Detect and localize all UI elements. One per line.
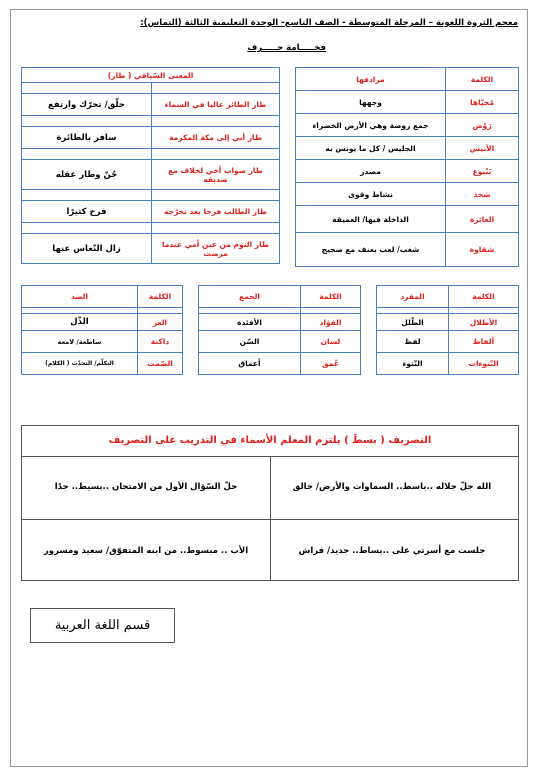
conjugation-cell: جلست مع أسرتي على ..بساط.. جديد/ فراش <box>298 546 486 556</box>
context-meaning: جُنّ وطار عقله <box>22 160 152 190</box>
context-sentence: طار أبي إلى مكة المكرمة <box>152 127 280 149</box>
word-cell: الصّمت <box>138 353 183 375</box>
divider <box>270 456 271 580</box>
synonym-cell: نشاط وقوى <box>296 183 446 206</box>
department-label: قسم اللغة العربية <box>30 608 175 643</box>
antonym-table <box>21 285 183 375</box>
plural-cell: أعماق <box>199 353 301 375</box>
plural-cell: الأفئدة <box>199 314 301 331</box>
word-cell: النّتوءات <box>449 353 519 375</box>
singular-cell: لفظ <box>377 331 449 353</box>
col-header-word: الكلمة <box>446 68 519 91</box>
synonym-cell: شغب/ لعب بعنف مع ضجيج <box>296 233 446 267</box>
divider <box>22 519 518 520</box>
context-sentence: طار الطالب فرحا بعد تخرّجه <box>152 201 280 223</box>
context-sentence: طار النوم من عين أمي عندما مرضت <box>152 234 280 264</box>
col-header-antonym: الضد <box>22 286 138 308</box>
col-header-word: الكلمة <box>301 286 361 308</box>
antonym-cell: التكلّم/ التحدّث ( الكلام) <box>22 353 138 375</box>
worksheet-header: معجم الثروة اللغوية – المرحلة المتوسطة - الصف التاسع- الوحدة التعليمية الثالثة (التماس): <box>140 18 518 28</box>
antonym-cell: الذّل <box>22 314 138 331</box>
context-sentence: طار صواب أخي لخلاف مع صديقه <box>152 160 280 190</box>
lesson-title: فخـــــامة حـــــرف <box>247 43 326 53</box>
word-cell: الأطلال <box>449 314 519 331</box>
conjugation-cell: الأب .. مبسوط.. من ابنه المتفوّق/ سعيد ومسرور <box>43 546 249 556</box>
context-meaning: سافر بالطائرة <box>22 127 152 149</box>
conjugation-cell: حلّ السّؤال الأول من الامتحان ..بسيط.. جدًا <box>54 482 238 492</box>
word-cell: مُحيّاها <box>446 91 519 114</box>
word-cell: العز <box>138 314 183 331</box>
col-header-word: الكلمة <box>138 286 183 308</box>
synonym-cell: الجليس / كل ما يونس به <box>296 137 446 160</box>
context-meaning: فرح كثيرًا <box>22 201 152 223</box>
singular-table <box>376 285 519 375</box>
col-header-word: الكلمة <box>449 286 519 308</box>
word-cell: يَنْبوع <box>446 160 519 183</box>
conjugation-cell: الله جلّ جلاله ..باسط.. السماوات والأرض/ خالق <box>292 482 492 492</box>
word-cell: الغائرة <box>446 206 519 233</box>
plural-table <box>198 285 361 375</box>
col-header-synonym: مرادفها <box>296 68 446 91</box>
word-cell: لسان <box>301 331 361 353</box>
vocab-table <box>295 67 519 267</box>
synonym-cell: وجهها <box>296 91 446 114</box>
synonym-cell: الداخلة فيها/ العميقة <box>296 206 446 233</box>
word-cell: شقاوة <box>446 233 519 267</box>
context-sentence: طار الطائر عاليا في السماء <box>152 94 280 116</box>
singular-cell: الطّلل <box>377 314 449 331</box>
conjugation-table <box>21 425 519 581</box>
plural-cell: السّن <box>199 331 301 353</box>
context-meaning: حلّق/ تحرّك وارتفع <box>22 94 152 116</box>
context-meaning-table <box>21 67 280 264</box>
word-cell: ألفاظ <box>449 331 519 353</box>
singular-cell: النّتوء <box>377 353 449 375</box>
word-cell: الأنيس <box>446 137 519 160</box>
context-meaning: زال النّعاس عنها <box>22 234 152 264</box>
antonym-cell: ساطعة/ لامعة <box>22 331 138 353</box>
word-cell: داكنة <box>138 331 183 353</box>
synonym-cell: مصدر <box>296 160 446 183</box>
col-header-plural: الجمع <box>199 286 301 308</box>
col-header-singular: المفرد <box>377 286 449 308</box>
conjugation-title: التصريف ( بسطَ ) يلتزم المعلم الأسماء في التدريب على التصريف <box>22 426 518 457</box>
word-cell: عُمق <box>301 353 361 375</box>
word-cell: رَوْض <box>446 114 519 137</box>
synonym-cell: جمع روضة وهي الأرض الخضراء <box>296 114 446 137</box>
word-cell: شحذ <box>446 183 519 206</box>
word-cell: الفؤاد <box>301 314 361 331</box>
context-header: المعنى السّياقي ( طار) <box>22 68 280 83</box>
